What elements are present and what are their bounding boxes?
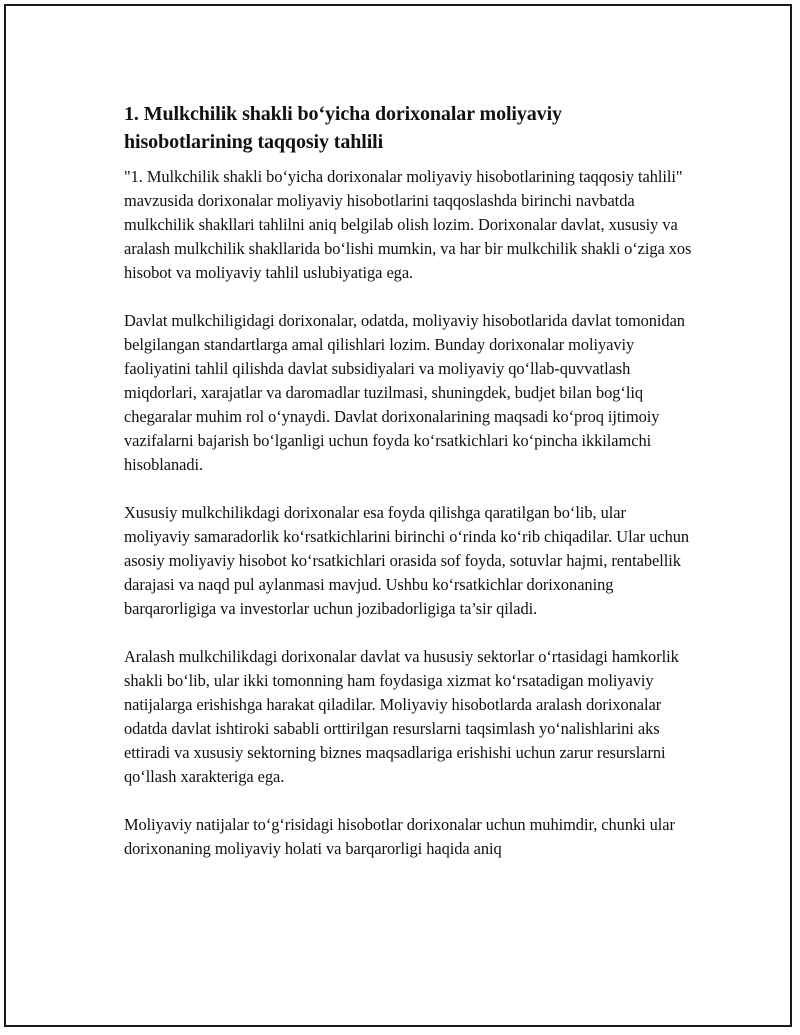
document-page	[4, 4, 792, 1027]
paragraph-mixed-ownership: Aralash mulkchilikdagi dorixonalar davlat va hususiy sektorlar o‘rtasidagi hamkorlik shakli bo‘lib, ular ikki tomonning ham foydasiga xizmat ko‘rsatadigan moliyaviy natijalarga erishishga harakat qiladilar. Moliyaviy hisobotlarda aralash dorixonalar odatda davlat ishtiroki sababli orttirilgan resurslarni taqsimlash yo‘nalishlarini aks ettiradi va xususiy sektorning biznes maqsadlariga erishishi uchun zarur resurslarni qo‘llash xarakteriga ega.	[124, 647, 679, 786]
paragraph-intro: "1. Mulkchilik shakli bo‘yicha dorixonalar moliyaviy hisobotlarining taqqosiy tahlili" mavzusida dorixonalar moliyaviy hisobotlarini taqqoslashda birinchi navbatda mulkchilik shakllari tahlilni aniq belgilab olish lozim. Dorixonalar davlat, xususiy va aralash mulkchilik shakllarida bo‘lishi mumkin, va har bir mulkchilik shakli o‘ziga xos hisobot va moliyaviy tahlil uslubiyatiga ega.	[124, 167, 692, 282]
section-title: 1. Mulkchilik shakli bo‘yicha dorixonalar moliyaviy hisobotlarining taqqosiy tahlili	[124, 103, 562, 153]
paragraph-financial-results: Moliyaviy natijalar to‘g‘risidagi hisobotlar dorixonalar uchun muhimdir, chunki ular dorixonaning moliyaviy holati va barqarorligi haqida aniq	[124, 815, 675, 858]
document-body	[124, 100, 692, 885]
paragraph-state-ownership: Davlat mulkchiligidagi dorixonalar, odatda, moliyaviy hisobotlarida davlat tomonidan belgilangan standartlarga amal qilishlari lozim. Bunday dorixonalar moliyaviy faoliyatini tahlil qilishda davlat subsidiyalari va moliyaviy qo‘llab-quvvatlash miqdorlari, xarajatlar va daromadlar tuzilmasi, shuningdek, budjet bilan bog‘liq chegaralar muhim rol o‘ynaydi. Davlat dorixonalarining maqsadi ko‘proq ijtimoiy vazifalarni bajarish bo‘lganligi uchun foyda ko‘rsatkichlari ko‘pincha ikkilamchi hisoblanadi.	[124, 311, 685, 474]
paragraph-private-ownership: Xususiy mulkchilikdagi dorixonalar esa foyda qilishga qaratilgan bo‘lib, ular moliyaviy samaradorlik ko‘rsatkichlarini birinchi o‘rinda ko‘rib chiqadilar. Ular uchun asosiy moliyaviy hisobot ko‘rsatkichlari orasida sof foyda, sotuvlar hajmi, rentabellik darajasi va naqd pul aylanmasi mavjud. Ushbu ko‘rsatkichlar dorixonaning barqarorligiga va investorlar uchun jozibadorligiga ta’sir qiladi.	[124, 503, 690, 618]
